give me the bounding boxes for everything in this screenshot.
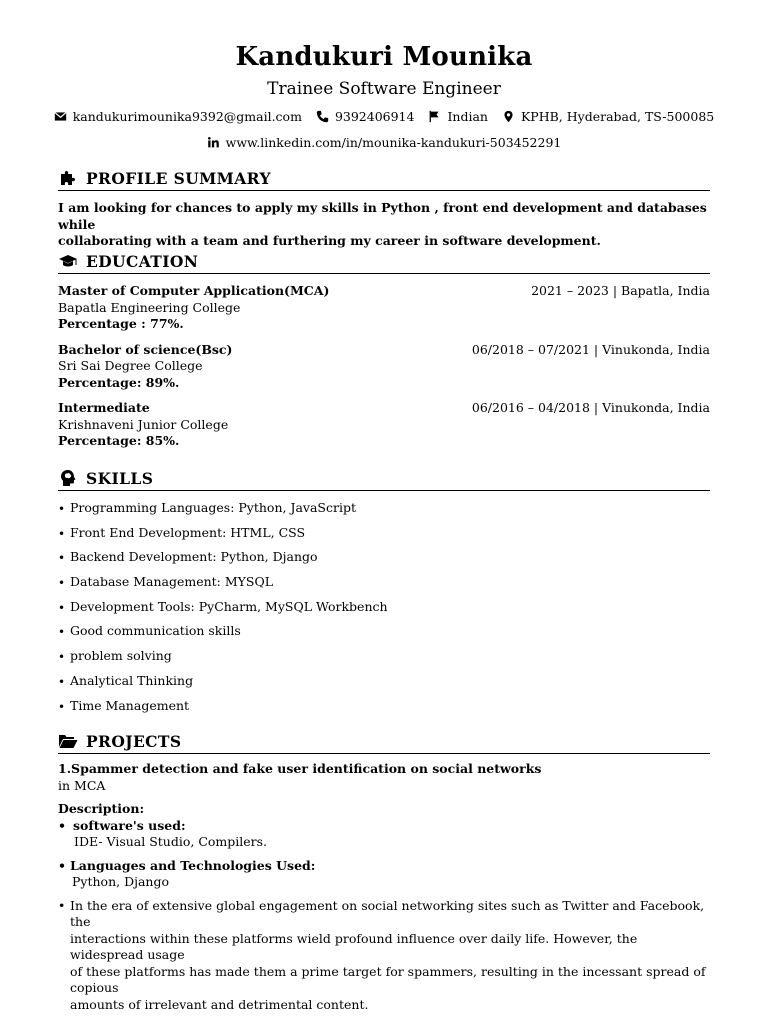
skill-item: • Good communication skills bbox=[58, 623, 710, 648]
paragraph-line: amounts of irrelevant and detrimental content. bbox=[70, 996, 369, 1012]
nationality-text: Indian bbox=[447, 109, 488, 124]
paragraph-line: • In the era of extensive global engagement on social networking sites such as Twitter and Facebook, the bbox=[70, 897, 705, 929]
folder-open-icon bbox=[58, 732, 78, 750]
contact-nationality bbox=[428, 109, 488, 124]
projects-section bbox=[58, 732, 710, 1013]
skill-item: • Backend Development: Python, Django bbox=[58, 549, 710, 574]
flag-icon bbox=[428, 110, 441, 123]
envelope-icon bbox=[54, 110, 67, 123]
skill-item: • Analytical Thinking bbox=[58, 673, 710, 698]
candidate-role: Trainee Software Engineer bbox=[267, 79, 501, 99]
skill-item: • problem solving bbox=[58, 648, 710, 673]
brain-head-icon bbox=[58, 469, 78, 487]
project-description-label: Description: bbox=[58, 801, 145, 816]
projects-title: PROJECTS bbox=[86, 731, 182, 751]
languages-label: • Languages and Technologies Used: bbox=[58, 858, 710, 875]
contact-email[interactable] bbox=[54, 109, 302, 124]
summary-line: collaborating with a team and furthering my career in software development. bbox=[58, 233, 601, 248]
email-text: kandukurimounika9392@gmail.com bbox=[72, 109, 302, 124]
candidate-name: Kandukuri Mounika bbox=[235, 42, 533, 72]
education-section bbox=[58, 252, 710, 450]
skill-item: • Time Management bbox=[58, 698, 710, 723]
skill-item: • Programming Languages: Python, JavaScript bbox=[58, 500, 710, 525]
degree-name: Master of Computer Application(MCA) bbox=[58, 283, 330, 298]
location-text: KPHB, Hyderabad, TS-500085 bbox=[520, 109, 715, 124]
phone-icon bbox=[316, 110, 329, 123]
paragraph-line: of these platforms has made them a prime target for spammers, resulting in the incessant spread of copious bbox=[70, 963, 706, 995]
languages-value: Python, Django bbox=[72, 874, 169, 889]
education-percentage: Percentage: 89%. bbox=[58, 374, 180, 390]
degree-name: Bachelor of science(Bsc) bbox=[58, 341, 233, 357]
contact-linkedin[interactable] bbox=[0, 135, 768, 150]
skills-title: SKILLS bbox=[86, 468, 154, 488]
summary-line: I am looking for chances to apply my skills in Python , front end development and databases while bbox=[58, 200, 707, 232]
linkedin-icon bbox=[207, 136, 220, 149]
profile-summary-section bbox=[58, 169, 710, 250]
profile-summary-title: PROFILE SUMMARY bbox=[86, 168, 271, 188]
skill-item: • Front End Development: HTML, CSS bbox=[58, 525, 710, 550]
graduation-cap-icon bbox=[58, 252, 78, 270]
project-context: in MCA bbox=[58, 777, 106, 793]
contact-location bbox=[502, 109, 714, 124]
software-label: • software's used: bbox=[58, 818, 710, 835]
education-title: EDUCATION bbox=[86, 251, 199, 271]
projects-heading bbox=[58, 732, 710, 754]
education-heading bbox=[58, 252, 710, 274]
education-percentage: Percentage : 77%. bbox=[58, 316, 184, 331]
software-value: IDE- Visual Studio, Compilers. bbox=[74, 834, 268, 849]
degree-name: Intermediate bbox=[58, 400, 150, 415]
linkedin-text: www.linkedin.com/in/mounika-kandukuri-503452291 bbox=[225, 135, 562, 150]
education-percentage: Percentage: 85%. bbox=[58, 433, 180, 448]
skill-item: • Development Tools: PyCharm, MySQL Workbench bbox=[58, 599, 710, 624]
phone-text: 9392406914 bbox=[334, 109, 415, 124]
education-dates: 06/2016 – 04/2018 | Vinukonda, India bbox=[471, 400, 710, 415]
paragraph-line: interactions within these platforms wield profound influence over daily life. However, the widespread usage bbox=[70, 930, 638, 962]
contact-row bbox=[0, 109, 768, 124]
project-title: 1.Spammer detection and fake user identification on social networks bbox=[58, 761, 542, 776]
education-entry bbox=[58, 400, 710, 450]
school-name: Krishnaveni Junior College bbox=[58, 416, 229, 432]
school-name: Sri Sai Degree College bbox=[58, 358, 203, 373]
skills-list bbox=[58, 500, 710, 722]
map-pin-icon bbox=[502, 110, 515, 123]
contact-phone[interactable] bbox=[316, 109, 415, 124]
skills-heading bbox=[58, 469, 710, 491]
education-entry bbox=[58, 283, 710, 333]
project-entry bbox=[58, 761, 710, 1013]
project-paragraph bbox=[58, 898, 710, 1014]
skill-item: • Database Management: MYSQL bbox=[58, 574, 710, 599]
education-dates: 06/2018 – 07/2021 | Vinukonda, India bbox=[471, 341, 710, 357]
profile-summary-heading bbox=[58, 169, 710, 191]
school-name: Bapatla Engineering College bbox=[58, 299, 241, 315]
skills-section bbox=[58, 469, 710, 722]
education-dates: 2021 – 2023 | Bapatla, India bbox=[531, 283, 710, 298]
puzzle-icon bbox=[58, 169, 78, 187]
education-entry bbox=[58, 342, 710, 392]
profile-summary-text bbox=[58, 200, 710, 250]
